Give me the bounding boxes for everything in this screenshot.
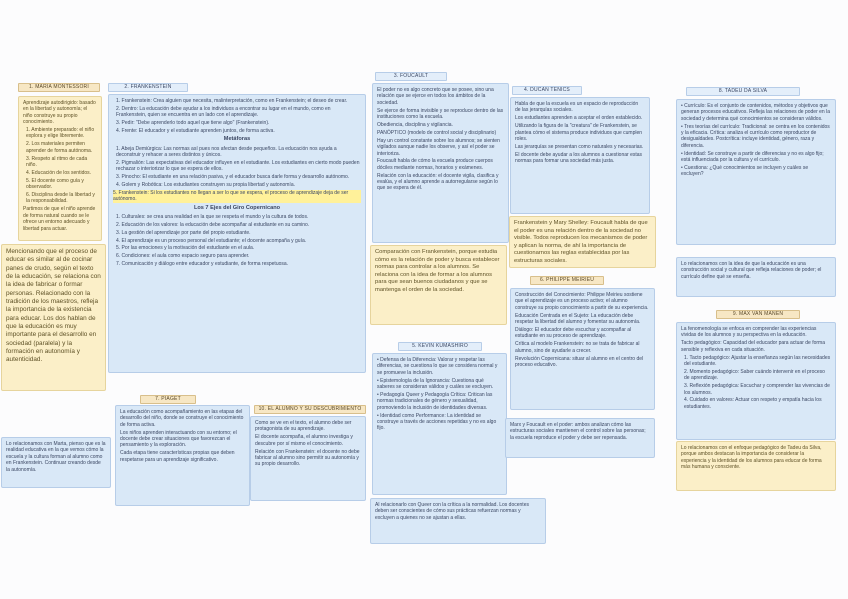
node-text-line: Educación Centrada en el Sujeto: La educación debe respetar la libertad del alumno y fomentar su autonomía. [515,312,641,326]
section-title: Metáforas [223,136,251,143]
node-text-line: PANÓPTICO (modelo de control social y disciplinario) [377,129,497,136]
node-text-line: Crítica al modelo Frankenstein: no se trata de fabricar al alumno, sino de ayudarle a crecer. [515,341,640,354]
montessori-relation-note[interactable] [1,244,106,391]
node-text-line: • Epistemología de la Ignorancia: Cuestiona qué saberes se consideran válidos y cuáles se excluyen. [377,378,502,391]
node-text-line: Se ejerce de forma invisible y se reproduce dentro de las instituciones como la escuela. [377,107,504,121]
node-text-line: Los estudiantes aprenden a aceptar el orden establecido. [515,115,643,122]
node-text-line: 7. Comunicación y diálogo entre educador y estudiante, de forma respetuosa. [116,261,289,268]
node-text-line: • Pedagogía Queer y Pedagogía Crítica: Critican las normas tradicionales de género y sexualidad, promoviendo la inclusión de identidades diversas. [377,392,502,411]
node-text-line: Obediencia, disciplina y vigilancia. [377,121,453,128]
montessori-node[interactable] [18,96,102,241]
shelley-foucault-note[interactable] [509,216,656,268]
node-text-line: 4. Cuidado en valores: Actuar con respeto y empatía hacia los estudiantes. [684,397,822,410]
node-text-line: Frankenstein y Mary Shelley: Foucault habla de que el poder es una relación dentro de la sociedad no visible. Todos reproducen los mecanismos de poder y aplican la norma, de ahí la importancia de cuestionarnos las reglas establecidas por las estructuras sociales. [514,220,648,264]
piaget-header[interactable]: 7. PIAGET [140,395,196,404]
node-text-line: Relación con Frankenstein: el docente no debe fabricar al alumno sino permitir su autonomía y su propio desarrollo. [255,448,360,468]
node-text-line: • Tres teorías del currículo: Tradicional: se centra en los contenidos y la eficacia. Crítica: analiza el currículo como reproductor de desigualdades. Postcrítica: incluye identidad, género, raza y diferencia. [681,124,831,150]
node-text-line: Utilizando la figura de la "creatura" de Frankenstein, se plantea cómo el sistema produce individuos que cumplen roles. [515,123,643,142]
node-text-line: 6. Disciplina desde la libertad y la responsabilidad. [26,192,95,205]
node-text-line: Tacto pedagógico: Capacidad del educador para actuar de forma sensible y reflexiva en cada situación. [681,340,825,353]
node-text-line: Los niños aprenden interactuando con su entorno; el docente debe crear situaciones que favorezcan el pensamiento y la exploración. [120,429,237,449]
frankenstein-node[interactable] [108,94,366,373]
node-text-line: Habla de que la escuela es un espacio de reproducción de las jerarquías sociales. [515,101,639,114]
node-text-line: Las jerarquías se presentan como naturales y necesarias. [515,143,644,150]
node-text-line: Al relacionarlo con Queer con la crítica a la normalidad. Los docentes deben ser conscientes de cómo sus prácticas refuerzan normas y excluyen a quienes no se ajustan a ellas. [375,502,529,521]
node-text-line: 1. Tacto pedagógico: Ajustar la enseñanza según las necesidades del estudiante. [684,354,831,367]
node-text-line: Como se ve en el texto, el alumno debe ser protagonista de su aprendizaje. [255,420,352,433]
curriculum-relation-note[interactable] [676,257,836,297]
duncan-header[interactable]: 4. DUCAN TENICS [512,86,582,95]
piaget-node[interactable] [115,405,250,506]
section-title: Los 7 Ejes del Giro Copernicano [193,204,281,211]
node-text-line: 5. Frankenstein: Si los estudiantes no llegan a ser lo que se espera, el proceso de aprendizaje deja de ser autónomo. [113,190,361,203]
queer-relation-note[interactable] [370,498,546,544]
node-text-line: 5. El docente como guía y observador. [26,177,84,191]
node-text-line: 4. Golem y Robótica: Los estudiantes construyen su propia libertad y autonomía. [116,182,295,189]
node-text-line: El docente acompaña, el alumno investiga y descubre por sí mismo el conocimiento. [255,434,353,447]
node-text-line: 4. Frente: El educador y el estudiante aprenden juntos, de forma activa. [116,128,275,135]
tadeu-header[interactable]: 8. TADEU DA SILVA [686,87,800,96]
node-text-line: El docente debe ayudar a los alumnos a cuestionar estas normas para formar una sociedad más justa. [515,151,643,165]
node-text-line: Relación con la educación: el docente vigila, clasifica y evalúa, y el alumno aprende a autorregularse según lo que se espera de él. [377,172,499,192]
marta-relation-note[interactable] [1,437,111,488]
marx-foucault-note[interactable] [505,418,655,458]
node-text-line: Aprendizaje autodirigido: basado en la libertad y autonomía; el niño construye su propio conocimiento. [23,100,96,126]
node-text-line: 3. La gestión del aprendizaje por parte del propio estudiante. [116,229,251,236]
meirieu-header[interactable]: 6. PHILIPPE MEIRIEU [530,276,604,285]
node-text-line: Cada etapa tiene características propias que deben respetarse para un aprendizaje significativo. [120,450,235,463]
node-text-line: 1. Ambiente preparado: el niño explora y elige libremente. [26,127,95,140]
node-text-line: 3. Pedir: "Debe aprenderlo todo aquel que tiene algo" (Frankenstein). [116,120,270,127]
node-text-line: Partimos de que el niño aprende de forma natural cuando se le ofrece un entorno adecuado y libertad para actuar. [23,206,96,232]
node-text-line: 3. Reflexión pedagógica: Escuchar y comprender las vivencias de los alumnos. [684,383,830,396]
node-text-line: 3. Pinocho: El estudiante en una relación pasiva, y el educador busca darle forma y desarrollo autónomo. [116,174,350,181]
node-text-line: 2. Momento pedagógico: Saber cuándo intervenir en el proceso de aprendizaje. [684,368,825,382]
node-text-line: Construcción del Conocimiento: Philippe Meirieu sostiene que el aprendizaje es un proceso activo; el alumno construye su propio conocimiento a partir de su experiencia. [515,292,649,311]
node-text-line: Lo relacionamos con la idea de que la educación es una construcción social y cultural que refleja relaciones de poder; el currículo define qué se enseña. [681,261,822,280]
node-text-line: Foucault habla de cómo la escuela produce cuerpos dóciles mediante normas, horarios y exámenes. [377,158,493,171]
van-manen-header[interactable]: 9. MAX VAN MANEN [716,310,800,319]
node-text-line: 6. Condiciones: el aula como espacio seguro para aprender. [116,253,250,260]
node-text-line: • Identidad: Se construye a partir de diferencias y no es algo fijo; está influenciada por la cultura y el currículo. [681,151,831,164]
node-text-line: 5. Por las emociones y la motivación del estudiante en el aula. [116,245,255,252]
kumashiro-node[interactable] [372,353,507,495]
frankenstein-comparison-note[interactable] [370,245,507,325]
foucault-header[interactable]: 3. FOUCAULT [375,72,447,81]
node-text-line: Hay un control constante sobre los alumnos; se sienten vigilados aunque nadie los observe, y así el poder se interioriza. [377,137,500,157]
meirieu-node[interactable] [510,288,655,410]
node-text-line: Comparación con Frankenstein, porque estudia cómo es la relación de poder y busca establecer normas para controlar a los alumnos. Se relaciona con la idea de formar a los alumnos para que sean buenos ciudadanos y que se mantenga el orden de la sociedad. [375,249,500,293]
node-text-line: El poder no es algo concreto que se posee, sino una relación que se ejerce en todos los ámbitos de la sociedad. [377,87,494,106]
node-text-line: La educación como acompañamiento en las etapas del desarrollo del niño, donde se construye el conocimiento de forma activa. [120,409,244,428]
tadeu-node[interactable] [676,99,836,245]
node-text-line: 2. Pigmalión: Las expectativas del educador influyen en el estudiante. Los estudiantes en cierto modo pueden rechazar o interiorizar lo que se espera de ellos. [116,159,360,173]
node-text-line: 2. Los materiales permiten aprender de forma autónoma. [26,141,93,154]
node-text-line: Mencionando que el proceso de educar es similar al de cocinar panes de crudo, según el texto de la educación, se relaciona con la idea de fabricar o formar personas. Relacionado con la tradición de los maestros, refleja la importancia de la existencia para educar. Los dos hablan de que la educación es muy importante para el desarrollo en sociedad (paralela) y la formación en autonomía y autenticidad. [6,248,101,364]
van-manen-node[interactable] [676,322,836,440]
node-text-line: Lo relacionamos con el enfoque pedagógico de Tadeu da Silva, porque ambos destacan la importancia de considerar la experiencia y la identidad de los alumnos para educar de forma más humana y consciente. [681,445,822,471]
node-text-line: 4. El aprendizaje es un proceso personal del estudiante; el docente acompaña y guía. [116,237,307,244]
node-text-line: Revolución Copernicana: situar al alumno en el centro del proceso educativo. [515,355,644,368]
node-text-line: 1. Culturales: se crea una realidad en la que se respeta el mundo y la cultura de todos. [116,213,309,220]
node-text-line: • Defensa de la Diferencia: Valorar y respetar las diferencias, se cuestiona lo que se considera normal y se promueve la inclusión. [377,357,502,376]
node-text-line: Lo relacionamos con Marta, pienso que es la realidad educativa en la que vemos cómo la escuela y la cultura forman al alumno como en Frankenstein. Continuar creando desde la autonomía. [6,441,106,473]
foucault-node[interactable] [372,83,509,243]
node-text-line: Marx y Foucault en el poder: ambos analizan cómo las estructuras sociales mantienen el control sobre las personas; la escuela reproduce el poder y debe ser repensada. [510,422,646,441]
montessori-header[interactable]: 1. MARIA MONTESSORI [18,83,100,92]
node-text-line: 1. Abeja Demiúrgica: Las normas así pues nos afectan desde pequeños. La educación nos ayuda a deconstruir y rehacer a seres distintos y únicos. [116,145,337,158]
node-text-line: 3. Respeto al ritmo de cada niño. [26,155,88,169]
node-text-line: 4. Educación de los sentidos. [26,169,92,176]
alumno-node[interactable] [250,416,366,501]
node-text-line: 1. Frankenstein: Crea alguien que necesita, malinterpretación, como en Frankenstein; el deseo de crear. [116,98,348,104]
duncan-node[interactable] [510,97,650,214]
node-text-line: • Cuestiona: ¿Qué conocimientos se incluyen y cuáles se excluyen? [681,165,831,178]
node-text-line: 2. Educación de los valores: la educación debe acompañar al estudiante en su camino. [116,221,310,228]
node-text-line: • Currículo: Es el conjunto de contenidos, métodos y objetivos que generan procesos educativos. Refleja las relaciones de poder en la sociedad y determina qué conocimientos se consideran válidos. [681,103,831,122]
kumashiro-header[interactable]: 5. KEVIN KUMASHIRO [398,342,482,351]
van-manen-relation-note[interactable] [676,441,836,491]
node-text-line: Diálogo: El educador debe escuchar y acompañar al estudiante en su proceso de aprendizaje. [515,326,632,340]
frankenstein-header[interactable]: 2. FRANKENSTEIN [108,83,188,92]
node-text-line: • Identidad como Performance: La identidad se construye a través de acciones repetidas y no es algo fijo. [377,413,502,432]
node-text-line: 2. Dentro: La educación debe ayudar a los individuos a encontrar su lugar en el mundo, como en Frankenstein, quien se encuentra en un lado con el aprendizaje. [116,105,331,119]
node-text-line: La fenomenología se enfoca en comprender las experiencias vividas de los alumnos y su perspectiva en la educación. [681,326,817,339]
alumno-header[interactable]: 10. EL ALUMNO Y SU DESCUBRIMIENTO [254,405,366,414]
